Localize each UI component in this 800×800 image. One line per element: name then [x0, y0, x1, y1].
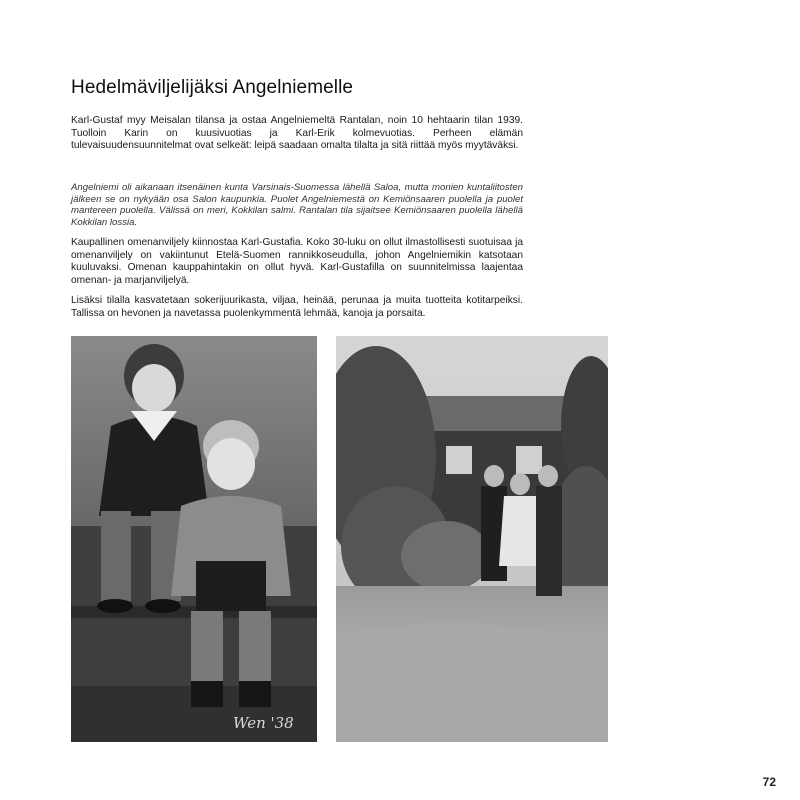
- photo-children: [71, 336, 317, 742]
- page-number: 72: [762, 775, 776, 789]
- page-title: Hedelmäviljelijäksi Angelniemelle: [71, 77, 354, 98]
- body-paragraph-1: Karl-Gustaf myy Meisalan tilansa ja ostaa Angelniemeltä Rantalan, noin 10 hehtaarin tilan 1939. Tuolloin Karin on kuusivuotias ja Karl-Erik kolmevuotias. Perheen elämän tulevaisuudensuunnitelmat ovat selkeät: leipä saadaan omalta tilalta ja sitä riittää myös myytäväksi.: [71, 115, 523, 152]
- body-paragraph-4: Lisäksi tilalla kasvatetaan sokerijuurikasta, viljaa, heinää, perunaa ja muita tuotteita kotitarpeiksi. Tallissa on hevonen ja navetassa puolenkymmentä lehmää, kanoja ja porsaita.: [71, 295, 523, 319]
- photo-farm: [336, 336, 608, 742]
- body-paragraph-2: Angelniemi oli aikanaan itsenäinen kunta Varsinais-Suomessa lähellä Saloa, mutta monien kuntaliitosten jälkeen se on nykyään osa Salon kaupunkia. Puolet Angelniemestä on Kemiönsaaren puolella ja puolet mantereen puolella. Välissä on meri, Kokkilan salmi. Rantalan tila sijaitsee Kemiönsaaren puolella lähellä Kokkilan lossia.: [71, 182, 523, 228]
- body-paragraph-3: Kaupallinen omenanviljely kiinnostaa Karl-Gustafia. Koko 30-luku on ollut ilmastollisesti suotuisaa ja omenanviljely on vakiintunut Etelä-Suomen rannikkoseudulla, johon Angelniemikin katsotaan kuuluvaksi. Omenan kauppahintakin on ollut hyvä. Karl-Gustafilla on suunnitelmissa laajentaa omenan- ja marjanviljelyä.: [71, 237, 523, 286]
- photo-signature: Wen '38: [233, 714, 294, 732]
